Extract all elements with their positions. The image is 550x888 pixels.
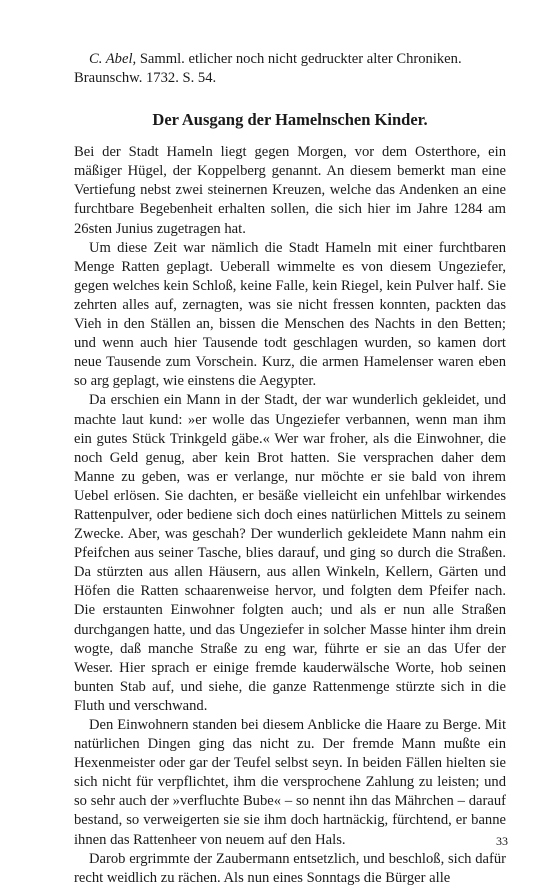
paragraph: Da erschien ein Mann in der Stadt, der war wunderlich gekleidet, und machte laut kund: »er wolle das Ungeziefer verbannen, wenn man ihm ein gutes Stück Trinkgeld gäbe.« Wer war froher, als die Einwohner, die noch Geld genug, aber kein Brot hatten. Sie versprachen daher dem Manne zu geben, was er verlange, nur möchte er sie bald von ihrem Uebel erlösen. Sie dachten, er besäße vielleicht ein unfehlbar wirkendes Rattenpulver, oder bediene sich doch eines natürlichen Mittels zu seinem Zwecke. Aber, was geschah? Der wunderlich gekleidete Mann nahm ein Pfeifchen aus seiner Tasche, blies darauf, und ging so durch die Straßen. Da stürzten aus allen Häusern, aus allen Winkeln, Kellern, Gärten und Höfen die Ratten schaarenweise hervor, und folgten dem Pfeifer nach. Die erstaunten Einwohner folgten auch; und als er nun alle Straßen durchgangen hatte, und das Ungeziefer in solcher Masse hinter ihm drein wogte, daß manche Straße zu eng war, führte er sie an das Ufer der Weser. Hier sprach er einige fremde kauderwälsche Worte, hob seinen bunten Stab auf, und siehe, die ganze Rattenmenge stürzte sich in die Fluth und verschwand. [74, 392, 506, 714]
paragraph: Darob ergrimmte der Zaubermann entsetzlich, und beschloß, sich dafür recht weidlich zu rächen. Als nun eines Sonntags die Bürger alle [74, 850, 506, 886]
chapter-heading: Der Ausgang der Hamelnschen Kinder. [152, 110, 428, 130]
citation-author: C. Abel, [89, 51, 137, 67]
chapter-body [74, 143, 506, 888]
paragraph: Um diese Zeit war nämlich die Stadt Hameln mit einer furchtbaren Menge Ratten geplagt. Ueberall wimmelte es von diesem Ungeziefer, gegen welches kein Schloß, keine Falle, kein Riegel, kein Pulver half. Sie zehrten alles auf, zernagten, was sie nicht fressen konnten, packten das Vieh in den Ställen an, bissen die Menschen des Nachts in den Betten; und wenn auch hier Tausende todt geschlagen wurden, so kamen dort neue Tausende zum Vorschein. Kurz, die armen Hamelenser waren eben so arg geplagt, wie einstens die Aegypter. [74, 239, 506, 390]
paragraph: Bei der Stadt Hameln liegt gegen Morgen, vor dem Osterthore, ein mäßiger Hügel, der Koppelberg genannt. An diesem bemerkt man eine Vertiefung nebst zwei steinernen Kreuzen, welche das Andenken an eine furchtbare Begebenheit erhalten sollen, die sich hier im Jahre 1284 am 26sten Junius zugetragen hat. [74, 144, 506, 237]
paragraph: Den Einwohnern standen bei diesem Anblicke die Haare zu Berge. Mit natürlichen Dingen ging das nicht zu. Der fremde Mann mußte ein Hexenmeister oder gar der Teufel selbst seyn. In beiden Fällen hielten sie sich nicht für verpflichtet, ihm die versprochene Zahlung zu leisten; und so sehr auch der »verfluchte Bube« – so nennt ihn das Mährchen – darauf bestand, so verweigerten sie sie ihm doch hartnäckig, fürchtend, er banne ihnen das Rattenheer von neuem auf den Hals. [74, 717, 506, 848]
source-citation [74, 50, 506, 88]
citation-text: Samml. etlicher noch nicht gedruckter alter Chroniken. Braunschw. 1732. S. 54. [74, 51, 462, 87]
page-content [74, 50, 506, 888]
page-number: 33 [496, 834, 508, 848]
